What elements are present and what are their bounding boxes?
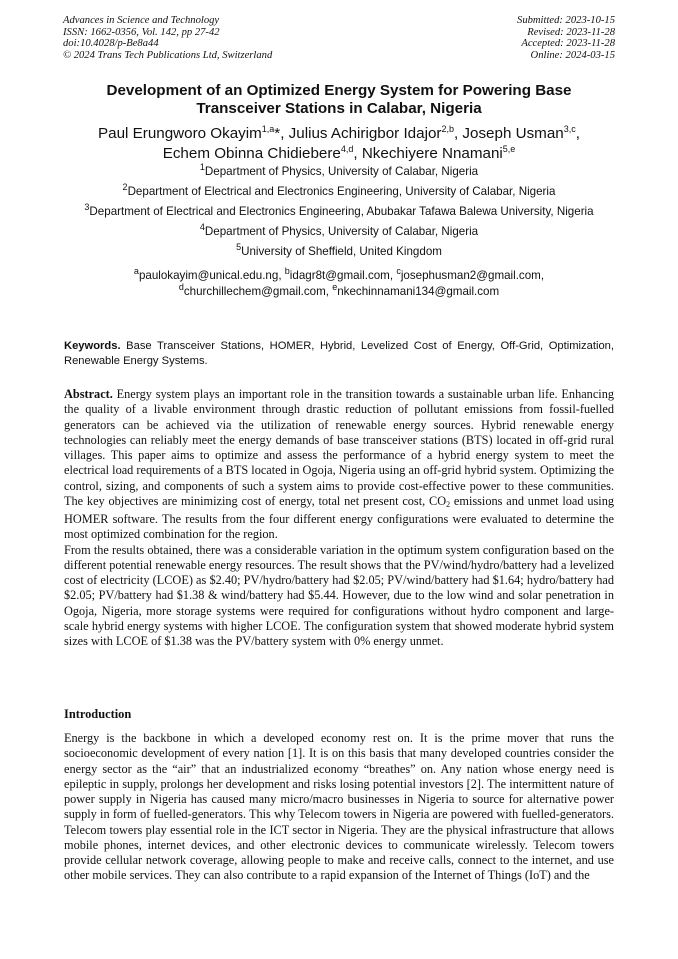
keywords: [64, 339, 614, 369]
email-sep: ,: [325, 285, 333, 298]
introduction-body: [64, 731, 614, 884]
online-date: Online: 2024-03-15: [530, 49, 615, 61]
affiliations: [60, 164, 618, 300]
email-sep: ,: [389, 269, 397, 282]
affiliation-sup: 1: [199, 162, 205, 173]
affiliation-text: Department of Electrical and Electronics Engineering, Abubakar Tafawa Balewa University, Nigeria: [89, 205, 594, 218]
author-list: [30, 124, 648, 163]
email-line-1: [60, 268, 618, 284]
keywords-label: Keywords.: [64, 340, 121, 352]
affiliation-sup: 3: [84, 202, 90, 213]
journal-name: Advances in Science and Technology: [63, 15, 220, 26]
email-line-2: [60, 284, 618, 300]
accepted-date: Accepted: 2023-11-28: [521, 38, 615, 50]
affiliation-1: [60, 164, 618, 180]
email-link[interactable]: churchillechem@gmail.com: [183, 285, 326, 298]
email-sup: e: [332, 282, 338, 293]
title-line-2: Transceiver Stations in Calabar, Nigeria: [196, 100, 482, 117]
email-sep: ,: [540, 269, 545, 282]
affiliation-text: Department of Electrical and Electronics Engineering, University of Calabar, Nigeria: [127, 185, 556, 198]
affiliation-text: University of Sheffield, United Kingdom: [241, 245, 442, 258]
abstract-label: Abstract.: [64, 387, 113, 401]
author-name: Joseph Usman: [462, 125, 564, 142]
journal-header-left: [63, 15, 272, 61]
abstract-text: Energy system plays an important role in the transition towards a sustainable urban life. Enhancing the quality of a livable environment through drastic reduction of pollutant emissions from fossil-fuelled generators can be achieved via the utilization of renewable energy sources. Hybrid renewable energy technologies can reliably meet the energy demands of base transceiver stations (BTS) located in off-grid rural villages. This paper aims to optimize and assess the performance of a hybrid energy system to meet the electrical load requirements of a BTS located in Ogoja, Nigeria using an off-grid hybrid system. Optimizing the control, sizing, and components of such a system aims to provide cost-effective power to these communities. The key objectives are minimizing cost of energy, total net present cost, CO: [64, 387, 614, 508]
issn-line: ISSN: 1662-0356, Vol. 142, pp 27-42: [63, 26, 220, 38]
journal-header-right: [517, 15, 615, 61]
author-sup: 3,c: [563, 123, 576, 134]
abstract-paragraph-1: [64, 387, 614, 543]
author-sep: ,: [453, 125, 463, 142]
author-line-2: [30, 144, 648, 164]
revised-date: Revised: 2023-11-28: [527, 26, 615, 38]
email-sep: ,: [278, 269, 285, 282]
email-sup: b: [284, 266, 290, 277]
keywords-text: Base Transceiver Stations, HOMER, Hybrid, Levelized Cost of Energy, Off-Grid, Optimization, Renewable Energy Systems.: [64, 340, 614, 367]
email-sup: a: [133, 266, 139, 277]
paper-title: [40, 82, 638, 118]
author-sup: 4,d: [340, 143, 354, 154]
author-sep: ,: [575, 125, 580, 142]
introduction-paragraph: Energy is the backbone in which a developed economy rest on. It is the prime mover that runs the socioeconomic development of every nation [1]. It is on this basis that many developed countries consider the energy sector as the “air” that an industrialized economy “breathes” on. Any nation whose energy need is epileptic in supply, prolongs her development and risks losing potential investors [2]. The intermittent nature of power supply in Nigeria has caused many micro/macro businesses in Nigeria to source for alternative power supply in form of fuelled-generators. This why Telecom towers in Nigeria are powered with fuelled-generators. Telecom towers play essential role in the ICT sector in Nigeria. They are the physical infrastructure that allows mobile phones, internet devices, and other electronic devices to communicate wirelessly. Telecom towers provide cellular network coverage, allowing people to make and receive calls, connect to the internet, and use other mobile services. They can also contribute to a rapid expansion of the Internet of Things (IoT) and the: [64, 731, 614, 883]
author-line-1: [30, 124, 648, 144]
author-sup: 5,e: [502, 143, 516, 154]
email-link[interactable]: idagr8t@gmail.com: [289, 269, 390, 282]
author-name: Echem Obinna Chidiebere: [162, 144, 341, 162]
doi-line: doi:10.4028/p-Be8a44: [63, 38, 159, 50]
author-sep: *,: [274, 125, 289, 142]
affiliation-text: Department of Physics, University of Calabar, Nigeria: [204, 225, 479, 238]
section-heading-introduction: Introduction: [64, 707, 132, 721]
author-name: Paul Erungworo Okayim: [98, 125, 262, 142]
title-line-1: Development of an Optimized Energy System for Powering Base: [106, 82, 572, 99]
author-sup: 2,b: [441, 123, 454, 134]
author-name: Nkechiyere Nnamani: [361, 144, 503, 162]
submitted-date: Submitted: 2023-10-15: [517, 15, 615, 26]
affiliation-4: [60, 224, 618, 240]
abstract-text: emissions and unmet load using HOMER software. The results from the four different energy configurations were evaluated to determine the most optimized combination for the region.: [64, 493, 614, 542]
email-sup: d: [178, 282, 184, 293]
affiliation-2: [60, 184, 618, 200]
author-sep: ,: [353, 144, 362, 162]
email-link[interactable]: josephusman2@gmail.com: [400, 269, 541, 282]
co2-subscript: 2: [446, 499, 451, 509]
abstract-paragraph-2: From the results obtained, there was a considerable variation in the optimum system configuration based on the different potential renewable energy resources. The result shows that the PV/wind/hydro/battery had a levelized cost of electricity (LCOE) as $2.40; PV/hydro/battery had $2.05; PV/wind/battery had $1.64; hydro/battery had $2.05; PV/battery had $1.38 & wind/battery had $5.44. However, due to the low wind and solar penetration in Ogoja, Nigeria, more storage systems were required for configurations without hydro component and large-scale hybrid energy systems with higher LCOE. The configuration system that showed moderate hybrid system sizes with LCOE of $1.38 was the PV/battery system with 0% energy unmet.: [64, 542, 614, 648]
author-name: Julius Achirigbor Idajor: [288, 125, 442, 142]
affiliation-sup: 4: [199, 222, 205, 233]
copyright-line: © 2024 Trans Tech Publications Ltd, Switzerland: [63, 49, 273, 61]
affiliation-3: [60, 204, 618, 220]
email-link[interactable]: paulokayim@unical.edu.ng: [138, 269, 279, 282]
author-sup: 1,a: [261, 123, 275, 134]
abstract: [64, 387, 614, 649]
affiliation-text: Department of Physics, University of Calabar, Nigeria: [204, 165, 479, 178]
affiliation-5: [60, 244, 618, 260]
email-sup: c: [396, 266, 401, 277]
affiliation-sup: 2: [122, 182, 128, 193]
email-link[interactable]: nkechinnamani134@gmail.com: [337, 285, 500, 298]
affiliation-sup: 5: [236, 242, 242, 253]
author-emails: [60, 268, 618, 300]
